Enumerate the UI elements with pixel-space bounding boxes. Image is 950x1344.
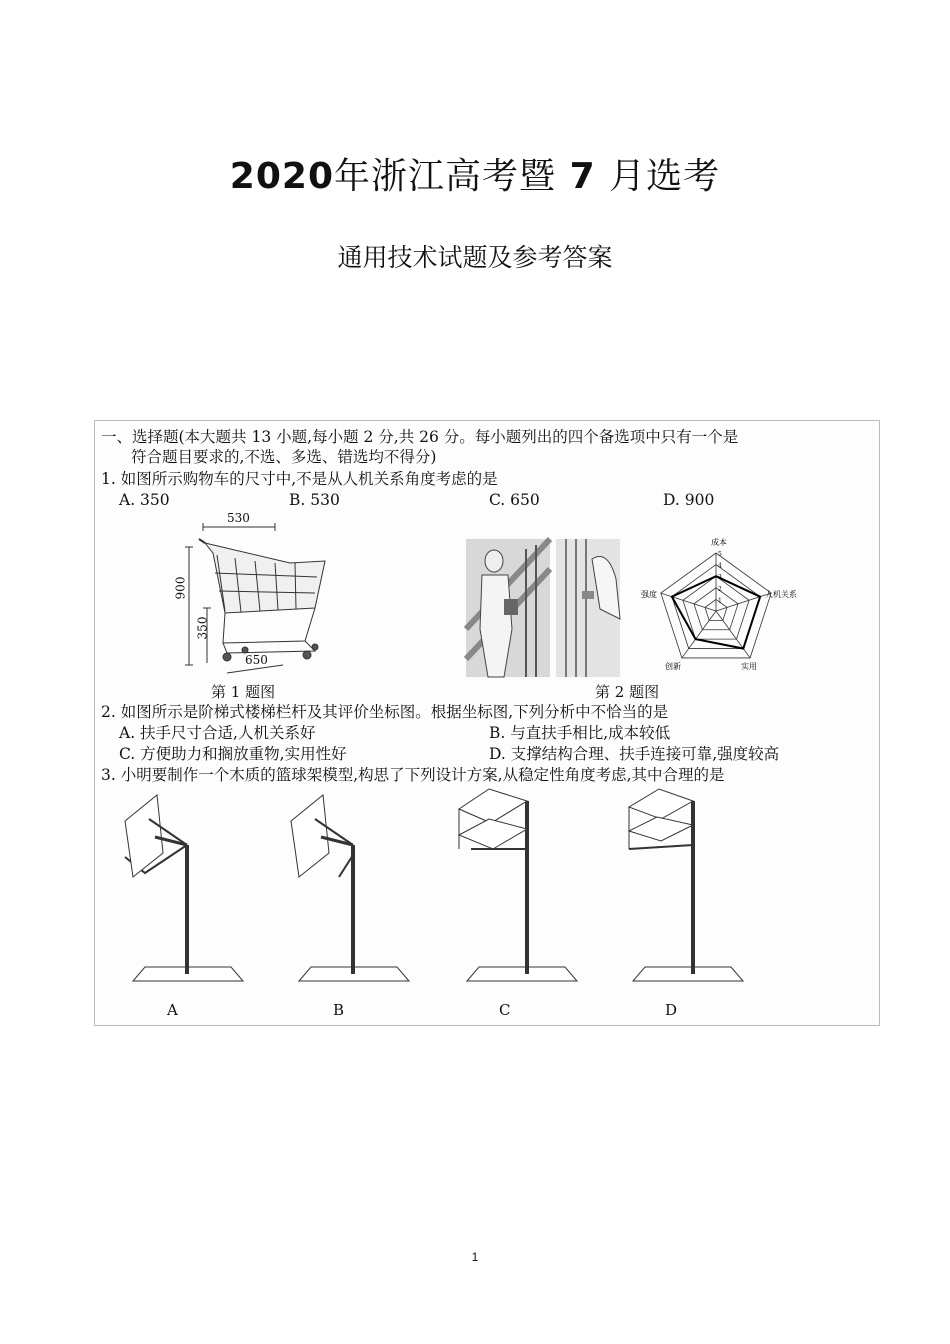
q1-option-b: B. 530 [289,491,340,509]
q1-figure-caption: 第 1 题图 [211,683,276,701]
q2-option-d: D. 支撑结构合理、扶手连接可靠,强度较高 [489,745,780,763]
q2-stem: 2. 如图所示是阶梯式楼梯栏杆及其评价坐标图。根据坐标图,下列分析中不恰当的是 [101,703,669,721]
radar-tick-label: 2 [718,585,722,593]
q1-option-d: D. 900 [663,491,715,509]
radar-label-bottom-left: 创新 [665,662,681,671]
q1-option-c: C. 650 [489,491,540,509]
evaluation-radar-chart [641,538,797,679]
q3-label-d: D [665,1001,678,1019]
radar-label-bottom-right: 实用 [741,662,757,671]
basketball-stand-a [125,789,255,989]
cart-dim-height: 900 [173,576,188,600]
section-intro-line2: 符合题目要求的,不选、多选、错选均不得分) [131,448,437,466]
cart-dim-bottom: 650 [245,653,268,667]
q2-option-c: C. 方便助力和搁放重物,实用性好 [119,745,347,763]
q1-stem: 1. 如图所示购物车的尺寸中,不是从人机关系角度考虑的是 [101,470,498,488]
radar-label-left: 强度 [641,590,657,599]
cart-dim-top: 530 [227,511,250,525]
radar-tick-label: 5 [718,551,722,558]
page-number: 1 [471,1250,479,1264]
cart-dim-mid: 350 [195,616,210,640]
section-intro-line1: 一、选择题(本大题共 13 小题,每小题 2 分,共 26 分。每小题列出的四个备选项中只有一个是 [101,428,739,446]
q2-option-a: A. 扶手尺寸合适,人机关系好 [119,724,316,742]
scanned-question-image [94,420,880,1026]
page-title: 2020年浙江高考暨 7 月选考 [229,156,721,197]
stair-handrail-photo-1 [466,539,550,677]
stair-handrail-photo-2 [556,539,620,677]
radar-label-top: 成本 [711,538,727,547]
q3-label-a: A [167,1001,178,1019]
page-subtitle: 通用技术试题及参考答案 [337,243,613,272]
radar-tick-label: 4 [718,562,722,570]
q1-option-a: A. 350 [119,491,170,509]
radar-tick-label: 3 [718,574,722,582]
q2-figure-caption: 第 2 题图 [595,683,660,701]
radar-tick-label: 1 [718,597,722,605]
q3-label-c: C [499,1001,511,1019]
basketball-stand-b [291,789,421,989]
q3-label-b: B [333,1001,345,1019]
basketball-stand-d [625,789,755,989]
q3-stem: 3. 小明要制作一个木质的篮球架模型,构思了下列设计方案,从稳定性角度考虑,其中合理的是 [101,766,725,784]
basketball-stand-c [459,789,589,989]
radar-label-right: 人机关系 [765,590,797,599]
q2-option-b: B. 与直扶手相比,成本较低 [489,724,671,742]
